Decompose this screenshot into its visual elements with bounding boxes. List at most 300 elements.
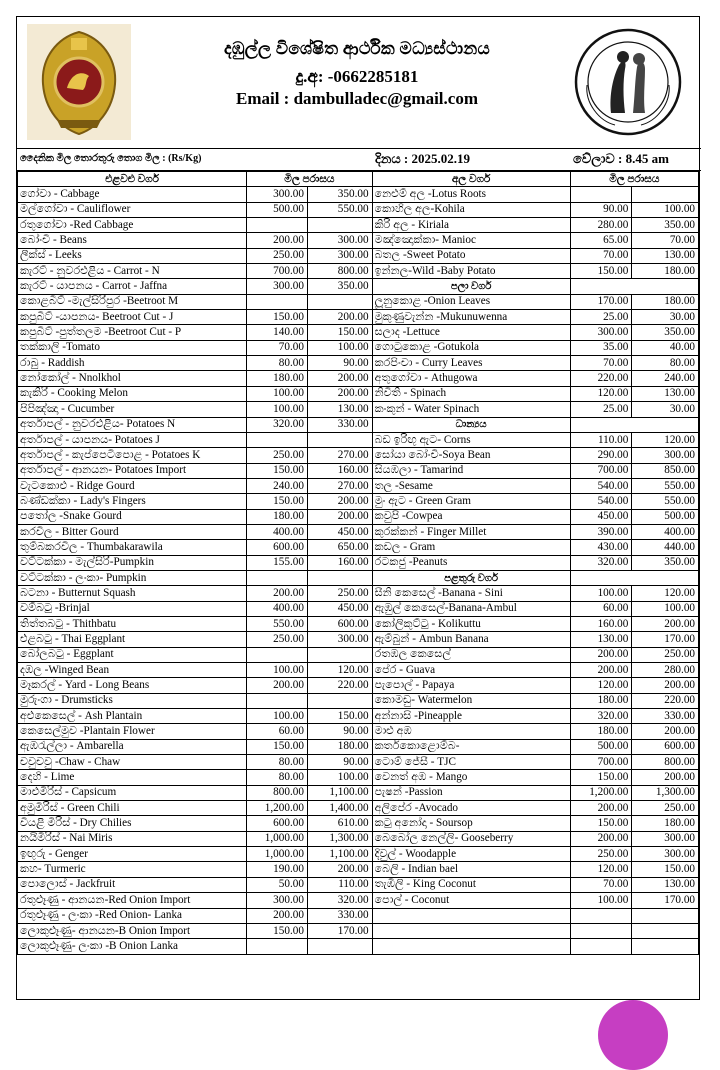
vegetable-price-high: 180.00 [307,739,372,754]
vegetable-name: දඹල -Winged Bean [18,663,247,678]
item-price-high: 170.00 [632,632,699,647]
item-name: කොමඩු- Watermelon [372,693,570,708]
item-price-high: 30.00 [632,402,699,417]
vegetable-price-high: 320.00 [307,893,372,908]
item-price-low: 430.00 [570,540,632,555]
header-vegetable-types: එළවළු වර්ග [18,172,247,187]
vegetable-price-low: 100.00 [247,663,308,678]
item-name: කරපිංචා - Curry Leaves [372,356,570,371]
table-row [18,371,699,386]
vegetable-price-low: 300.00 [247,279,308,294]
vegetable-price-high: 200.00 [307,509,372,524]
table-row [18,893,699,908]
item-price-low: 320.00 [570,555,632,570]
item-price-high [632,187,699,202]
section-spacer [570,279,698,294]
info-bar [17,149,701,171]
item-price-low [570,908,632,923]
item-price-high: 330.00 [632,709,699,724]
item-price-high: 280.00 [632,663,699,678]
item-price-low: 160.00 [570,616,632,631]
table-row [18,540,699,555]
vegetable-price-low [247,294,308,309]
item-price-high: 130.00 [632,877,699,892]
vegetable-name: වට්ටක්කා - ලංකා- Pumpkin [18,570,247,585]
table-row [18,663,699,678]
vegetable-price-high: 130.00 [307,402,372,417]
vegetable-price-low: 190.00 [247,862,308,877]
table-row [18,417,699,432]
table-row [18,923,699,938]
item-price-low: 130.00 [570,632,632,647]
item-price-high [632,923,699,938]
item-name: බෙලි - Indian bael [372,862,570,877]
vegetable-price-low: 155.00 [247,555,308,570]
vegetable-price-high: 350.00 [307,187,372,202]
vegetable-price-low: 50.00 [247,877,308,892]
item-price-high: 120.00 [632,586,699,601]
table-row [18,831,699,846]
vegetable-name: තිත්තබටු - Thithbatu [18,616,247,631]
table-row [18,264,699,279]
item-name: ඇඹුල් කෙසෙල්-Banana-Ambul [372,601,570,616]
item-price-low: 390.00 [570,524,632,539]
item-name: කංකුන් - Water Spinach [372,402,570,417]
vegetable-price-low: 80.00 [247,356,308,371]
item-price-low: 200.00 [570,647,632,662]
item-price-high: 300.00 [632,831,699,846]
vegetable-price-high: 160.00 [307,463,372,478]
institution-title: දඹුල්ල විශේෂිත ආර්ථික මධ්‍යස්ථානය [224,39,490,58]
vegetable-price-high [307,939,372,954]
item-price-low: 280.00 [570,218,632,233]
vegetable-name: බෝංචි - Beans [18,233,247,248]
item-price-low: 170.00 [570,294,632,309]
vegetable-price-low: 200.00 [247,678,308,693]
vegetable-price-high: 350.00 [307,279,372,294]
item-name: වෙනත් අඹ - Mango [372,770,570,785]
item-name: පේර - Guava [372,663,570,678]
vegetable-price-low: 600.00 [247,540,308,555]
vegetable-name: ගෝවා - Cabbage [18,187,247,202]
vegetable-name: කැකිරි - Cooking Melon [18,386,247,401]
vegetable-price-high: 160.00 [307,555,372,570]
vegetable-price-low: 200.00 [247,908,308,923]
vegetable-price-high: 1,300.00 [307,831,372,846]
decorative-circle [598,1000,668,1070]
table-row [18,739,699,754]
item-price-low: 200.00 [570,663,632,678]
item-price-low: 90.00 [570,202,632,217]
vegetable-price-high: 200.00 [307,310,372,325]
item-name [372,923,570,938]
vegetable-name: රතුගෝවා -Red Cabbage [18,218,247,233]
table-row [18,785,699,800]
item-name: රටකජු -Peanuts [372,555,570,570]
item-name: බෙබෝල නෙල්ලි- Gooseberry [372,831,570,846]
header-yam-types: අල වර්ග [372,172,570,187]
item-price-high: 40.00 [632,340,699,355]
item-name: කිරි අල - Kiriala [372,218,570,233]
table-row [18,847,699,862]
item-price-high: 130.00 [632,386,699,401]
vegetable-price-low: 250.00 [247,632,308,647]
vegetable-name: කරවිල - Bitter Gourd [18,524,247,539]
vegetable-price-high: 550.00 [307,202,372,217]
item-name: ඇම්බුන් - Ambun Banana [372,632,570,647]
item-price-high: 800.00 [632,755,699,770]
item-price-high: 440.00 [632,540,699,555]
item-price-low: 220.00 [570,371,632,386]
table-row [18,432,699,447]
item-name: අතුගෝවා - Athugowa [372,371,570,386]
price-label: දෛනික මිල තොරතුරු තොග මිල : (Rs/Kg) [20,153,202,164]
vegetable-name: රාබු - Raddish [18,356,247,371]
item-price-low: 320.00 [570,709,632,724]
vegetable-price-low: 320.00 [247,417,308,432]
vegetable-price-high: 90.00 [307,356,372,371]
report-time: වේලාව : 8.45 am [573,151,669,166]
vegetable-price-low: 70.00 [247,340,308,355]
vegetable-price-low [247,693,308,708]
section-heading: පලා වර්ග [372,279,570,294]
vegetable-name: වියළි මිරිස් - Dry Chilies [18,816,247,831]
vegetable-price-high: 800.00 [307,264,372,279]
vegetable-price-high: 450.00 [307,601,372,616]
vegetable-price-high: 250.00 [307,586,372,601]
vegetable-price-high: 600.00 [307,616,372,631]
item-name: පැෂන් -Passion [372,785,570,800]
item-price-high: 400.00 [632,524,699,539]
vegetable-name: කපුබීට් -යාපනය- Beetroot Cut - J [18,310,247,325]
vegetable-price-high: 170.00 [307,923,372,938]
vegetable-price-high: 330.00 [307,908,372,923]
item-price-high: 250.00 [632,801,699,816]
item-price-high: 350.00 [632,218,699,233]
table-row [18,463,699,478]
vegetable-name: බටනා - Butternut Squash [18,586,247,601]
vegetable-price-high: 220.00 [307,678,372,693]
vegetable-price-high [307,693,372,708]
vegetable-name: ලීක්ස් - Leeks [18,248,247,263]
item-price-high: 550.00 [632,478,699,493]
vegetable-price-high: 150.00 [307,325,372,340]
table-row [18,494,699,509]
item-price-high: 120.00 [632,432,699,447]
item-name: නෙළුම් අල -Lotus Roots [372,187,570,202]
vegetable-price-low [247,647,308,662]
vegetable-name: පොලොස් - Jackfruit [18,877,247,892]
vegetable-name: අළුකෙසෙල් - Ash Plantain [18,709,247,724]
table-row [18,356,699,371]
table-row [18,939,699,954]
table-row [18,816,699,831]
vegetable-name: අමුමිරිස් - Green Chili [18,801,247,816]
vegetable-price-high: 90.00 [307,724,372,739]
price-sheet [16,16,700,1000]
vegetable-price-low: 150.00 [247,494,308,509]
item-price-low [570,923,632,938]
header-price-range-right: මිල පරාසය [570,172,698,187]
item-price-low: 110.00 [570,432,632,447]
vegetable-price-high: 1,100.00 [307,785,372,800]
item-name: අලිපේර -Avocado [372,801,570,816]
vegetable-name: කැරට් - යාපනය - Carrot - Jaffna [18,279,247,294]
vegetable-price-high: 270.00 [307,448,372,463]
vegetable-price-low: 250.00 [247,448,308,463]
section-spacer [570,417,698,432]
table-row [18,509,699,524]
item-price-low: 65.00 [570,233,632,248]
item-price-low: 180.00 [570,693,632,708]
table-row [18,632,699,647]
item-price-low: 70.00 [570,248,632,263]
vegetable-name: වැටකොළු - Ridge Gourd [18,478,247,493]
vegetable-price-high [307,432,372,447]
institution-seal-icon [565,25,691,139]
vegetable-name: රතුළූණු - ආනයන-Red Onion Import [18,893,247,908]
price-table [17,171,699,955]
item-price-high: 70.00 [632,233,699,248]
item-price-high: 130.00 [632,248,699,263]
vegetable-price-low: 1,000.00 [247,831,308,846]
item-name: මුං ඇට - Green Gram [372,494,570,509]
section-heading: පළතුරු වර්ග [372,570,570,585]
table-row [18,755,699,770]
item-name: තැඹිලි - King Coconut [372,877,570,892]
vegetable-price-low: 300.00 [247,187,308,202]
vegetable-price-high: 100.00 [307,340,372,355]
item-price-high: 180.00 [632,264,699,279]
item-name: පොල් - Coconut [372,893,570,908]
vegetable-name: චවුචවු -Chaw - Chaw [18,755,247,770]
item-price-high [632,939,699,954]
item-price-low [570,187,632,202]
item-price-low: 120.00 [570,386,632,401]
item-name: කර්තකොළොම්බ- [372,739,570,754]
vegetable-price-low: 60.00 [247,724,308,739]
item-name: ටොම් ජේසී - TJC [372,755,570,770]
section-heading: ධාන්‍යය [372,417,570,432]
vegetable-name: එළබටු - Thai Eggplant [18,632,247,647]
item-price-low: 70.00 [570,356,632,371]
item-price-low: 500.00 [570,739,632,754]
vegetable-price-low: 150.00 [247,923,308,938]
table-row [18,279,699,294]
vegetable-name: කැරට් - නුවරඑළිය - Carrot - N [18,264,247,279]
vegetable-name: නෝකෝල් - Nnolkhol [18,371,247,386]
item-price-low: 120.00 [570,678,632,693]
vegetable-price-low: 300.00 [247,893,308,908]
item-price-low: 180.00 [570,724,632,739]
item-price-high: 300.00 [632,448,699,463]
item-price-low: 120.00 [570,862,632,877]
item-name: මාළු අඹ [372,724,570,739]
vegetable-name: රතුළූණු - ලංකා -Red Onion- Lanka [18,908,247,923]
table-row [18,248,699,263]
vegetable-price-low: 250.00 [247,248,308,263]
item-price-low: 60.00 [570,601,632,616]
item-price-high: 1,300.00 [632,785,699,800]
vegetable-price-low: 550.00 [247,616,308,631]
vegetable-name: ඇඹරැල්ලා - Ambarella [18,739,247,754]
vegetable-name: කොළබීට් -මැල්සිරිපුර -Beetroot M [18,294,247,309]
vegetable-price-high: 270.00 [307,478,372,493]
vegetable-price-low: 150.00 [247,739,308,754]
item-name: ගොටුකොළ -Gotukola [372,340,570,355]
report-date: දිනය : 2025.02.19 [375,151,471,166]
vegetable-name: කෙසෙල්මුව -Plantain Flower [18,724,247,739]
table-row [18,678,699,693]
item-price-low: 70.00 [570,877,632,892]
vegetable-name: දෙහි - Lime [18,770,247,785]
table-row [18,187,699,202]
vegetable-name: නයිමිරිස් - Nai Miris [18,831,247,846]
vegetable-price-high [307,218,372,233]
table-row [18,310,699,325]
section-spacer [570,570,698,585]
item-name: මඤ්ඤොක්කා- Manioc [372,233,570,248]
table-row [18,340,699,355]
vegetable-name: අර්තාපල් - යාපනය- Potatoes J [18,432,247,447]
vegetable-name: වට්ටක්කා - මැල්සිරි-Pumpkin [18,555,247,570]
vegetable-price-low [247,570,308,585]
table-row [18,294,699,309]
item-price-low: 540.00 [570,494,632,509]
table-header-row [18,172,699,187]
item-price-low: 300.00 [570,325,632,340]
item-name: බඩ ඉරිඟු ඇට- Corns [372,432,570,447]
item-name: කොහිල අල-Kohila [372,202,570,217]
item-name: කඩල - Gram [372,540,570,555]
vegetable-price-high: 1,100.00 [307,847,372,862]
vegetable-name: අර්තාපල් - නුවරඑළිය- Potatoes N [18,417,247,432]
item-name: දිවුල් - Woodapple [372,847,570,862]
vegetable-price-low: 400.00 [247,601,308,616]
table-row [18,862,699,877]
vegetable-price-low: 700.00 [247,264,308,279]
vegetable-price-high: 650.00 [307,540,372,555]
table-row [18,218,699,233]
table-row [18,647,699,662]
table-row [18,770,699,785]
item-price-high: 200.00 [632,616,699,631]
item-price-low: 25.00 [570,402,632,417]
item-price-low: 290.00 [570,448,632,463]
vegetable-name: අර්තාපල් - කැප්පෙටිපොළ - Potatoes K [18,448,247,463]
table-row [18,570,699,585]
item-price-high: 850.00 [632,463,699,478]
vegetable-price-low: 100.00 [247,402,308,417]
item-price-high: 200.00 [632,724,699,739]
item-name: කෝලිකුට්ටු - Kolikuttu [372,616,570,631]
vegetable-name: බණ්ඩක්කා - Lady's Fingers [18,494,247,509]
vegetable-price-high [307,294,372,309]
vegetable-price-low: 500.00 [247,202,308,217]
vegetable-price-high: 120.00 [307,663,372,678]
table-row [18,616,699,631]
vegetable-price-low [247,432,308,447]
item-name: බතල -Sweet Potato [372,248,570,263]
vegetable-price-low: 100.00 [247,709,308,724]
item-price-low: 200.00 [570,831,632,846]
table-row [18,908,699,923]
table-row [18,709,699,724]
item-price-low: 100.00 [570,893,632,908]
table-row [18,586,699,601]
vegetable-price-high: 1,400.00 [307,801,372,816]
item-name: කටු අනෝදා - Soursop [372,816,570,831]
vegetable-price-low: 80.00 [247,755,308,770]
item-price-low: 200.00 [570,801,632,816]
vegetable-price-low: 180.00 [247,371,308,386]
item-name: සියඹලා - Tamarind [372,463,570,478]
item-name: ඉන්නල-Wild -Baby Potato [372,264,570,279]
vegetable-price-low: 1,000.00 [247,847,308,862]
vegetable-price-high: 200.00 [307,862,372,877]
item-price-high: 200.00 [632,770,699,785]
item-price-high: 100.00 [632,601,699,616]
item-name: කුරක්කන් - Finger Millet [372,524,570,539]
vegetable-price-high: 300.00 [307,632,372,647]
vegetable-price-high: 90.00 [307,755,372,770]
item-name: තල -Sesame [372,478,570,493]
vegetable-price-high: 300.00 [307,233,372,248]
vegetable-name: කහ- Turmeric [18,862,247,877]
vegetable-price-low: 800.00 [247,785,308,800]
table-row [18,325,699,340]
item-price-high: 100.00 [632,202,699,217]
table-row [18,693,699,708]
item-price-high: 220.00 [632,693,699,708]
table-row [18,601,699,616]
item-price-low: 250.00 [570,847,632,862]
vegetable-price-low: 80.00 [247,770,308,785]
vegetable-price-low [247,939,308,954]
item-price-high: 250.00 [632,647,699,662]
vegetable-name: තක්කාලි -Tomato [18,340,247,355]
item-price-low: 100.00 [570,586,632,601]
item-price-high: 200.00 [632,678,699,693]
national-emblem-icon [27,24,131,140]
table-row [18,478,699,493]
vegetable-name: පතෝල -Snake Gourd [18,509,247,524]
vegetable-name: කපුබීට් -පුත්තලම -Beetroot Cut - P [18,325,247,340]
vegetable-price-low [247,218,308,233]
item-price-low: 1,200.00 [570,785,632,800]
item-price-low: 150.00 [570,770,632,785]
item-name: පැපොල් - Papaya [372,678,570,693]
item-name [372,939,570,954]
item-price-high: 170.00 [632,893,699,908]
item-name: ලූනුකොළ -Onion Leaves [372,294,570,309]
vegetable-name: මුරුංගා - Drumsticks [18,693,247,708]
vegetable-price-high: 200.00 [307,494,372,509]
vegetable-price-high: 610.00 [307,816,372,831]
item-price-low: 540.00 [570,478,632,493]
item-price-high: 350.00 [632,555,699,570]
item-price-low [570,939,632,954]
item-name: සලාද -Lettuce [372,325,570,340]
email-address: Email : dambulladec@gmail.com [235,89,478,108]
vegetable-price-high: 330.00 [307,417,372,432]
vegetable-price-high: 110.00 [307,877,372,892]
table-row [18,386,699,401]
vegetable-name: මල්ගෝවා - Cauliflower [18,202,247,217]
table-row [18,724,699,739]
item-name: සෝයා බෝංචි-Soya Bean [372,448,570,463]
vegetable-price-low: 200.00 [247,586,308,601]
